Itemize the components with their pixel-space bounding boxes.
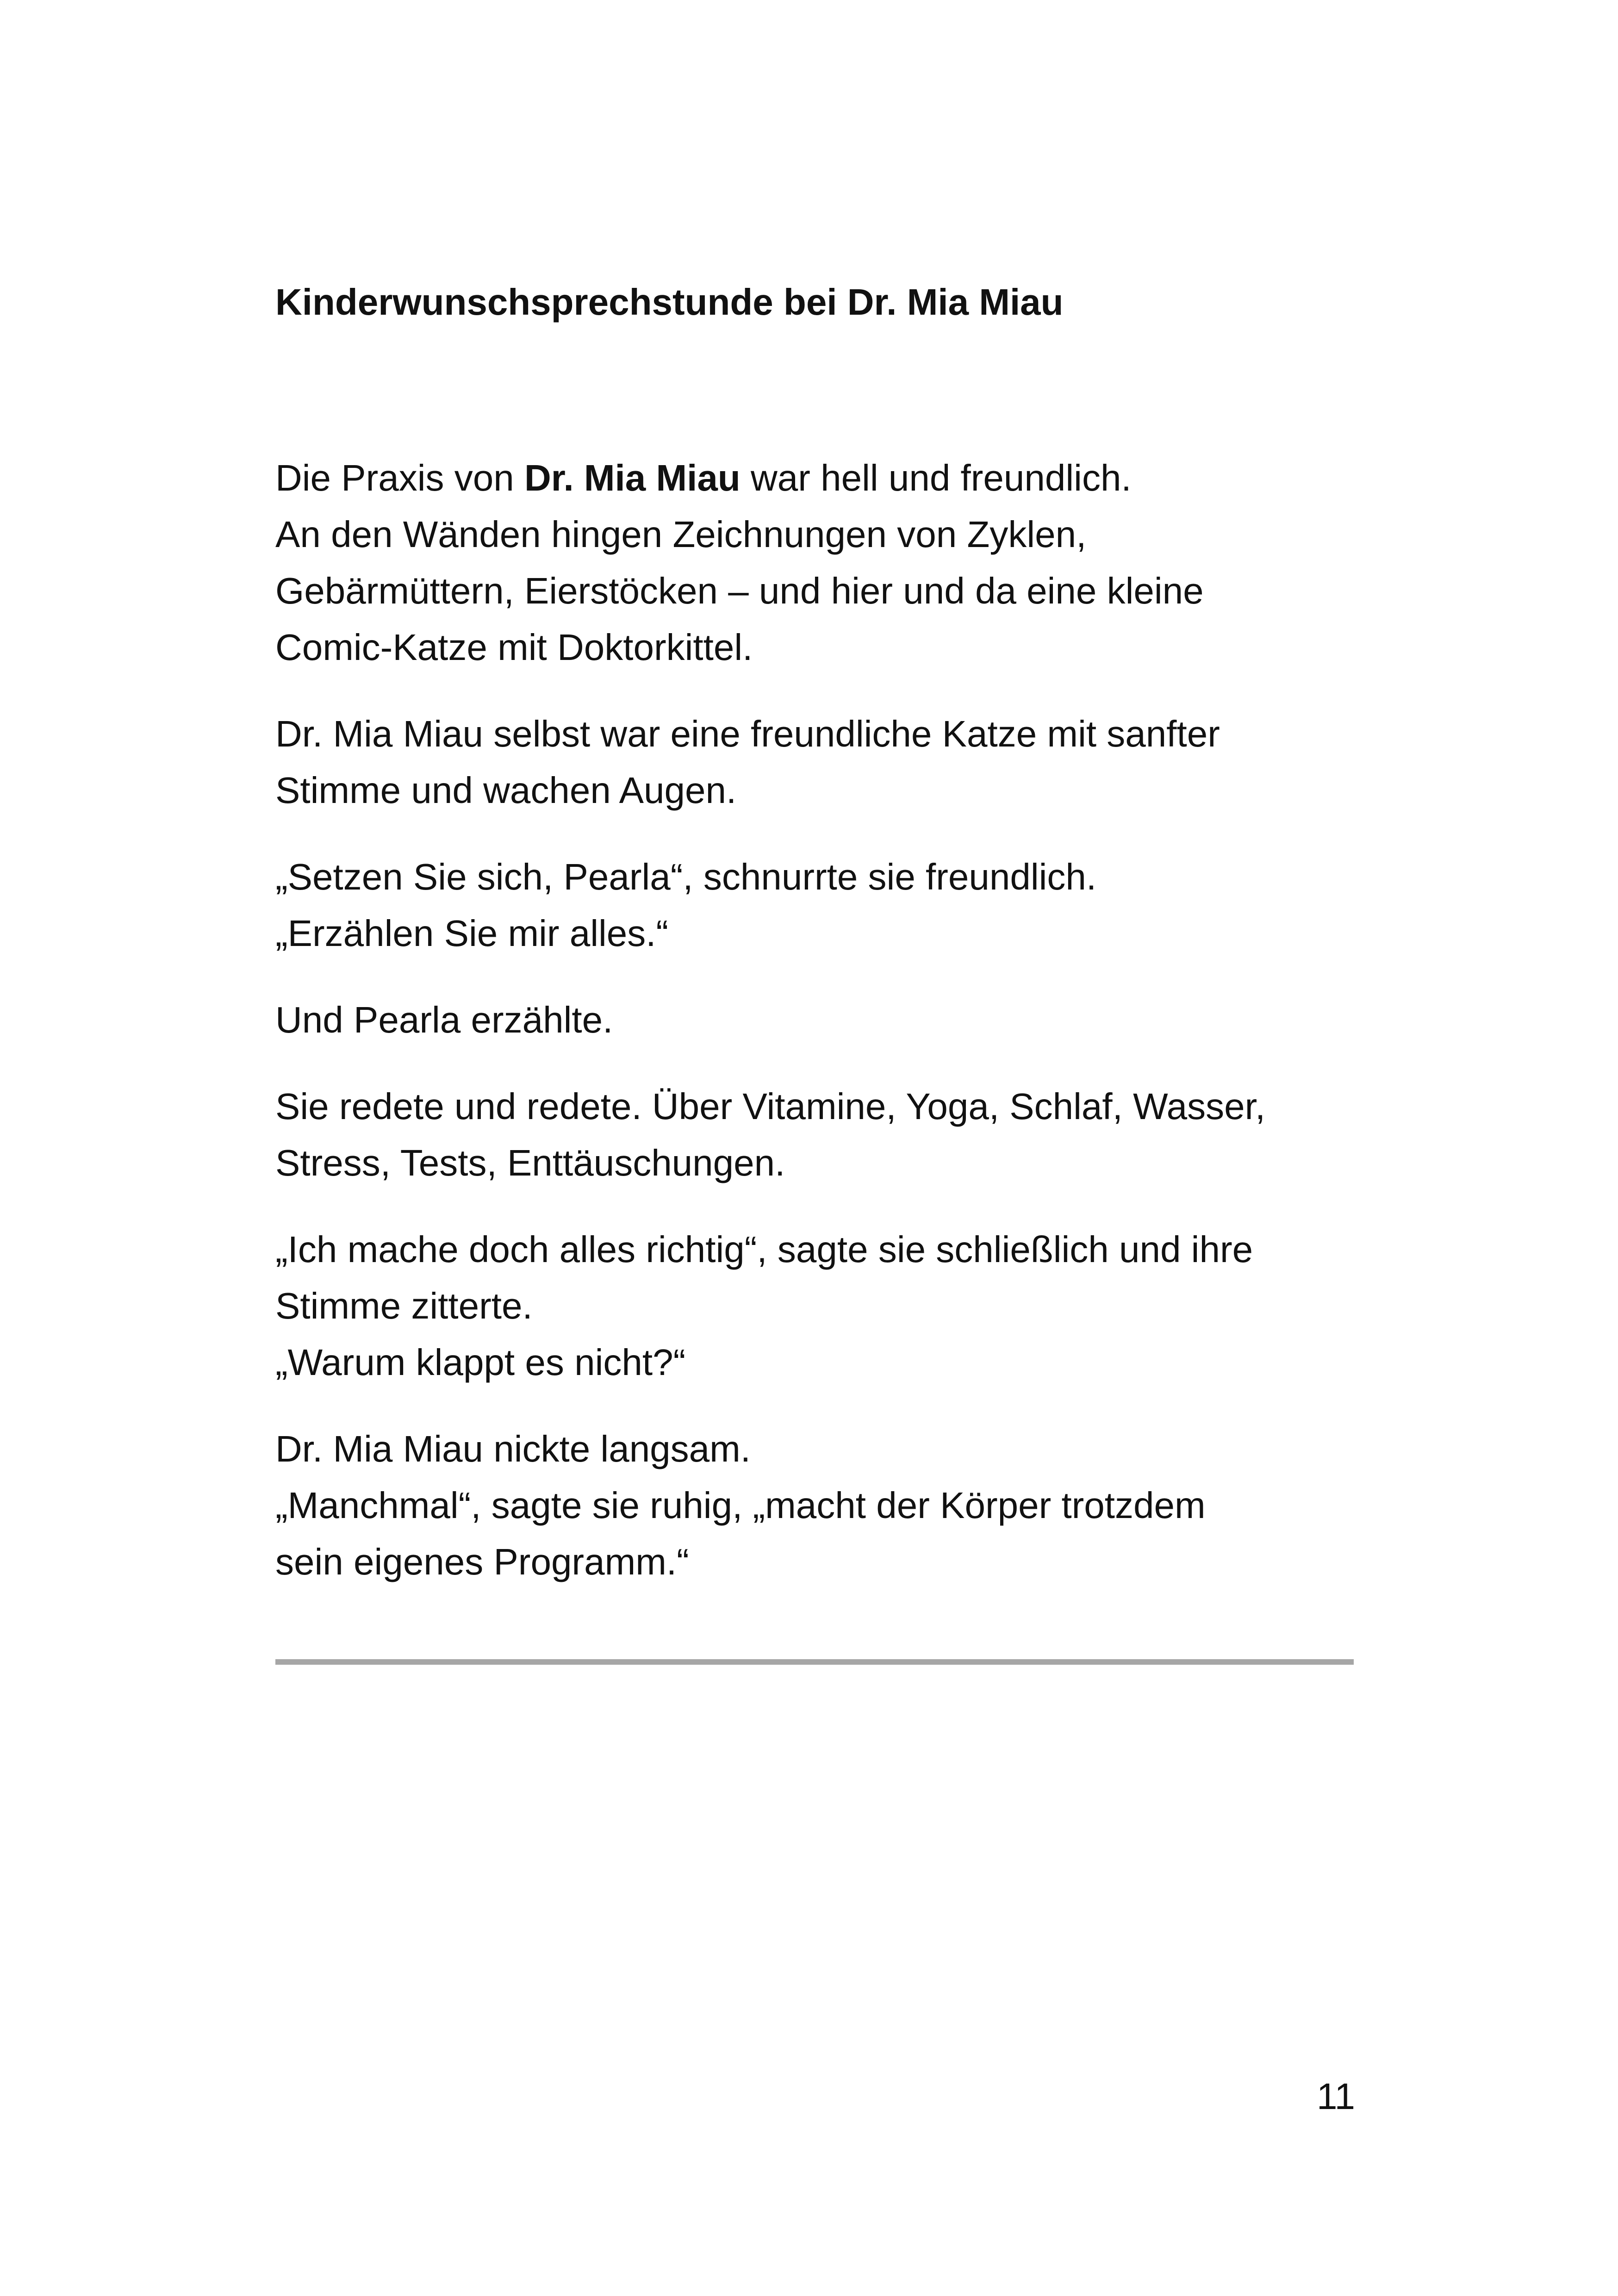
paragraph-5-line-2: Stress, Tests, Enttäuschungen. xyxy=(275,1142,785,1183)
paragraph-1-line-3: Gebärmüttern, Eierstöcken – und hier und da eine kleine xyxy=(275,570,1204,611)
story-body xyxy=(275,450,1368,1620)
paragraph-2-line-2: Stimme und wachen Augen. xyxy=(275,770,737,811)
page-number: 11 xyxy=(1316,2076,1355,2117)
paragraph-7-line-3: sein eigenes Programm.“ xyxy=(275,1541,689,1582)
paragraph-7-line-2: „Manchmal“, sagte sie ruhig, „macht der Körper trotzdem xyxy=(275,1485,1206,1526)
paragraph-3-line-1: „Setzen Sie sich, Pearla“, schnurrte sie freundlich. xyxy=(275,856,1097,897)
paragraph-3-line-2: „Erzählen Sie mir alles.“ xyxy=(275,913,669,954)
paragraph-6 xyxy=(275,1221,1368,1391)
paragraph-7-line-1: Dr. Mia Miau nickte langsam. xyxy=(275,1428,751,1469)
paragraph-6-line-2: Stimme zitterte. xyxy=(275,1285,533,1326)
paragraph-1 xyxy=(275,450,1368,676)
section-divider xyxy=(275,1659,1354,1665)
chapter-title: Kinderwunschsprechstunde bei Dr. Mia Miau xyxy=(275,281,1064,323)
paragraph-2-line-1: Dr. Mia Miau selbst war eine freundliche Katze mit sanfter xyxy=(275,713,1220,754)
text-run: Die Praxis von xyxy=(275,457,524,498)
paragraph-1-line-2: An den Wänden hingen Zeichnungen von Zyklen, xyxy=(275,514,1087,555)
text-run: war hell und freundlich. xyxy=(740,457,1132,498)
paragraph-6-line-3: „Warum klappt es nicht?“ xyxy=(275,1342,686,1383)
paragraph-3 xyxy=(275,849,1368,962)
paragraph-5-line-1: Sie redete und redete. Über Vitamine, Yoga, Schlaf, Wasser, xyxy=(275,1086,1266,1127)
bold-name: Dr. Mia Miau xyxy=(524,457,741,498)
paragraph-2 xyxy=(275,706,1368,819)
paragraph-5 xyxy=(275,1078,1368,1191)
paragraph-1-line-4: Comic-Katze mit Doktorkittel. xyxy=(275,627,753,668)
paragraph-7 xyxy=(275,1421,1368,1590)
paragraph-1-line-1 xyxy=(275,450,1368,506)
paragraph-6-line-1: „Ich mache doch alles richtig“, sagte sie schließlich und ihre xyxy=(275,1229,1253,1270)
paragraph-4-line-1: Und Pearla erzählte. xyxy=(275,999,613,1040)
paragraph-4 xyxy=(275,992,1368,1048)
